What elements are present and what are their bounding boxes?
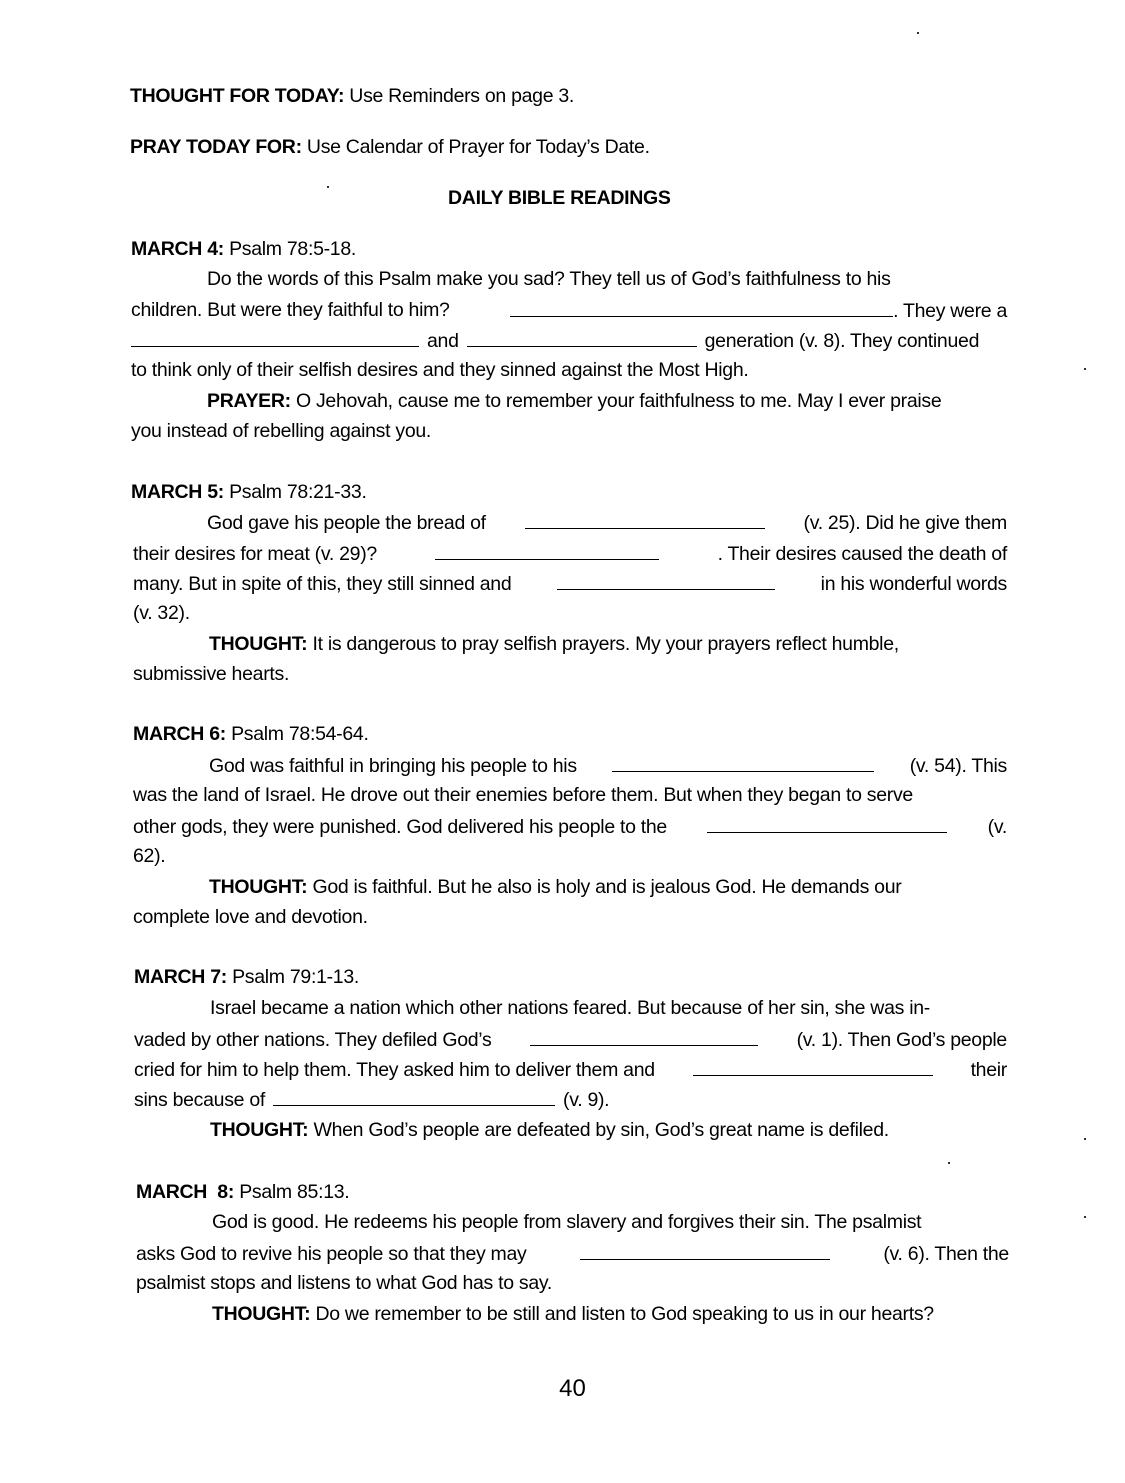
reading-line: psalmist stops and listens to what God has to say. bbox=[136, 1272, 553, 1294]
fill-in-blank[interactable] bbox=[525, 510, 765, 529]
fill-in-blank[interactable] bbox=[273, 1087, 555, 1106]
reading-line bbox=[133, 571, 1007, 596]
note-text: you instead of rebelling against you. bbox=[131, 420, 432, 442]
reading-note bbox=[207, 389, 941, 413]
fill-in-blank[interactable] bbox=[707, 814, 947, 833]
pray-today-for bbox=[130, 135, 650, 159]
note-text: complete love and devotion. bbox=[133, 906, 368, 928]
reading-passage: Psalm 78:5-18. bbox=[229, 238, 357, 260]
reading-date: MARCH 7: bbox=[134, 966, 227, 988]
fill-in-blank[interactable] bbox=[467, 328, 697, 347]
reading-text: (v. 1). Then God’s people bbox=[796, 1029, 1007, 1051]
reading-text: generation (v. 8). They continued bbox=[704, 330, 980, 352]
fill-in-blank[interactable] bbox=[693, 1057, 933, 1076]
reading-text: God gave his people the bread of bbox=[207, 512, 486, 534]
reading-note bbox=[209, 632, 899, 656]
reading-line bbox=[136, 1241, 1009, 1266]
reading-line bbox=[131, 328, 1007, 353]
pray-today-for-label: PRAY TODAY FOR: bbox=[130, 136, 302, 158]
reading-date: MARCH 8: bbox=[136, 1181, 235, 1203]
reading-text: cried for him to help them. They asked him to deliver them and bbox=[134, 1059, 655, 1081]
reading-line: to think only of their selfish desires and they sinned against the Most High. bbox=[131, 359, 749, 381]
reading-text: children. But were they faithful to him? bbox=[131, 299, 450, 321]
reading-line bbox=[134, 1027, 1007, 1052]
reading-text: (v. 25). Did he give them bbox=[803, 512, 1007, 534]
reading-heading-march-4 bbox=[131, 237, 356, 261]
reading-heading-march-7 bbox=[134, 965, 359, 989]
reading-text: . They were a bbox=[893, 300, 1007, 322]
reading-passage: Psalm 78:21-33. bbox=[229, 481, 367, 503]
fill-in-blank[interactable] bbox=[580, 1241, 830, 1260]
reading-line: Israel became a nation which other nations feared. But because of her sin, she was in- bbox=[210, 997, 930, 1019]
fill-in-blank[interactable] bbox=[435, 541, 659, 560]
reading-text: many. But in spite of this, they still sinned and bbox=[133, 573, 512, 595]
note-label: THOUGHT: bbox=[209, 876, 308, 898]
reading-line: 62). bbox=[133, 845, 166, 867]
pray-today-for-text: Use Calendar of Prayer for Today’s Date. bbox=[306, 136, 650, 158]
reading-text: their bbox=[970, 1059, 1007, 1081]
reading-note bbox=[209, 875, 901, 899]
reading-text: in his wonderful words bbox=[820, 573, 1007, 595]
reading-line bbox=[134, 1057, 1007, 1082]
reading-text: other gods, they were punished. God delivered his people to the bbox=[133, 816, 667, 838]
reading-text: (v. bbox=[987, 816, 1007, 838]
thought-for-today-text: Use Reminders on page 3. bbox=[349, 85, 575, 107]
reading-text: God was faithful in bringing his people to his bbox=[209, 755, 577, 777]
reading-passage: Psalm 85:13. bbox=[239, 1181, 350, 1203]
reading-date: MARCH 6: bbox=[133, 723, 226, 745]
fill-in-blank[interactable] bbox=[510, 298, 893, 317]
reading-text: their desires for meat (v. 29)? bbox=[133, 543, 377, 565]
reading-text: (v. 6). Then the bbox=[883, 1243, 1009, 1265]
reading-text: and bbox=[427, 330, 459, 352]
reading-line bbox=[131, 298, 1007, 323]
reading-text: . Their desires caused the death of bbox=[717, 543, 1007, 565]
thought-for-today-label: THOUGHT FOR TODAY: bbox=[130, 85, 345, 107]
reading-date: MARCH 5: bbox=[131, 481, 224, 503]
note-text: submissive hearts. bbox=[133, 663, 290, 685]
scan-speck bbox=[1084, 368, 1086, 370]
reading-line bbox=[133, 814, 1007, 839]
note-label: THOUGHT: bbox=[212, 1303, 311, 1325]
reading-note bbox=[210, 1118, 889, 1142]
reading-heading-march-6 bbox=[133, 722, 369, 746]
reading-line: was the land of Israel. He drove out their enemies before them. But when they began to serve bbox=[133, 784, 913, 806]
fill-in-blank[interactable] bbox=[612, 753, 874, 772]
scan-speck bbox=[327, 186, 329, 188]
reading-line bbox=[207, 510, 1007, 535]
note-text: When God’s people are defeated by sin, God’s great name is defiled. bbox=[313, 1119, 889, 1141]
fill-in-blank[interactable] bbox=[530, 1027, 758, 1046]
reading-text: sins because of bbox=[134, 1089, 266, 1111]
reading-heading-march-8 bbox=[136, 1180, 349, 1204]
reading-passage: Psalm 79:1-13. bbox=[232, 966, 360, 988]
reading-text: vaded by other nations. They defiled God’s bbox=[134, 1029, 492, 1051]
scan-speck bbox=[917, 32, 919, 34]
note-label: THOUGHT: bbox=[209, 633, 308, 655]
note-label: PRAYER: bbox=[207, 390, 291, 412]
scan-speck bbox=[948, 1162, 950, 1164]
page-number: 40 bbox=[559, 1375, 586, 1402]
reading-text: (v. 54). This bbox=[909, 755, 1007, 777]
note-text: O Jehovah, cause me to remember your faithfulness to me. May I ever praise bbox=[296, 390, 942, 412]
reading-text: (v. 9). bbox=[563, 1089, 610, 1111]
fill-in-blank[interactable] bbox=[131, 328, 419, 347]
fill-in-blank[interactable] bbox=[557, 571, 775, 590]
reading-heading-march-5 bbox=[131, 480, 367, 504]
reading-line bbox=[134, 1087, 609, 1112]
note-text: Do we remember to be still and listen to God speaking to us in our hearts? bbox=[315, 1303, 934, 1325]
reading-note bbox=[212, 1302, 934, 1326]
reading-passage: Psalm 78:54-64. bbox=[231, 723, 369, 745]
reading-line: (v. 32). bbox=[133, 602, 190, 624]
note-text: God is faithful. But he also is holy and is jealous God. He demands our bbox=[312, 876, 902, 898]
reading-line bbox=[133, 541, 1007, 566]
section-title: DAILY BIBLE READINGS bbox=[448, 187, 671, 209]
reading-text: asks God to revive his people so that they may bbox=[136, 1243, 527, 1265]
reading-date: MARCH 4: bbox=[131, 238, 224, 260]
scan-speck bbox=[1084, 1138, 1086, 1140]
thought-for-today bbox=[130, 84, 574, 108]
reading-line bbox=[209, 753, 1007, 778]
reading-line: Do the words of this Psalm make you sad? They tell us of God’s faithfulness to his bbox=[207, 268, 891, 290]
note-label: THOUGHT: bbox=[210, 1119, 309, 1141]
scan-speck bbox=[1084, 1216, 1086, 1218]
note-text: It is dangerous to pray selfish prayers. My your prayers reflect humble, bbox=[312, 633, 899, 655]
reading-line: God is good. He redeems his people from slavery and forgives their sin. The psalmist bbox=[212, 1211, 922, 1233]
